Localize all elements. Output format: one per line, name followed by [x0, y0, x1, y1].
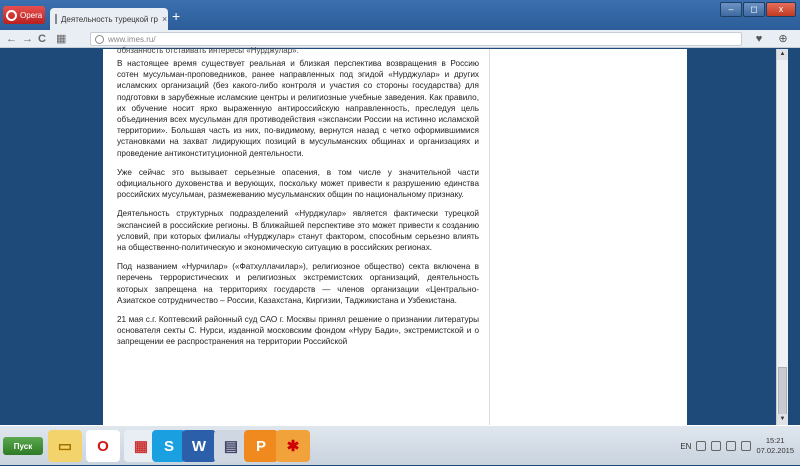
opera-menu-label: Opera — [20, 10, 43, 20]
clock-time: 15:21 — [765, 436, 785, 445]
clock-date: 07.02.2015 — [756, 446, 794, 455]
download-icon[interactable]: ⊕ — [778, 33, 788, 45]
notepad-icon[interactable]: ▤ — [214, 430, 248, 462]
new-tab-button[interactable]: + — [172, 8, 181, 24]
page-viewport — [0, 46, 800, 425]
article-body — [117, 58, 479, 356]
sidebar-column — [489, 49, 687, 425]
forward-icon[interactable]: → — [22, 33, 33, 45]
opera-menu-button[interactable] — [3, 6, 45, 24]
article-paragraph: В настоящее время существует реальная и близкая перспектива возвращения в Россию сотен мусульман-проповедников, ранее направленных под эгидой «Нурджулар» и других исламских организаций (без какого-либо контроля и участия со стороны государства) для подготовки в зарубежные исламские центры и религиозные учебные заведения. Как правило, их обучение носит ярко выраженную антироссийскую направленность, преследуя цель объединения всех мусульман для противодействия «экспансии России на истинно исламской территории». Большая часть из них, по-видимому, вернутся назад с четко оформившимися установками на захват лидирующих позиций в мусульманских общинах и организациях и проведение антиконституционной деятельности. — [117, 59, 479, 158]
language-indicator[interactable]: EN — [680, 441, 692, 451]
back-icon[interactable]: ← — [6, 33, 17, 45]
article-cut-line: обязанность отстаивать интересы «Нурджулар». — [117, 46, 299, 55]
bookmark-heart-icon[interactable]: ♥ — [755, 33, 763, 45]
article-paragraph: 21 мая с.г. Коптевский районный суд САО г. Москвы принял решение о признании литературы основателя секты С. Нурси, изданной московским фондом «Нуру Бади», экстремистской и о запрещении ее распространения на территории Российской — [117, 315, 479, 347]
maximize-button[interactable]: ◻ — [743, 2, 765, 17]
minimize-button[interactable]: – — [720, 2, 742, 17]
tab-title: Деятельность турецкой гр — [61, 14, 158, 24]
volume-icon[interactable] — [741, 441, 751, 451]
page-favicon-icon — [55, 14, 57, 24]
clock[interactable] — [756, 436, 794, 456]
network-icon[interactable] — [711, 441, 721, 451]
address-field[interactable] — [90, 32, 742, 46]
skype-icon[interactable]: S — [152, 430, 186, 462]
article-paragraph: Под названием «Нурчилар» («Фатхуллачилар»), религиозное общество) секта включена в перечень террористических и религиозных экстремистских организаций, деятельность которых запрещена на территориях государств — членов организации «Центрально-Азиатское сотрудничество – России, Казахстана, Киргизии, Таджикистана и Узбекистана. — [117, 262, 479, 305]
file-explorer-icon[interactable]: ▭ — [48, 430, 82, 462]
media-app-icon[interactable]: ▦ — [124, 430, 158, 462]
url-text: www.imes.ru/ — [108, 34, 156, 44]
article-paragraph: Деятельность структурных подразделений «Нурджулар» является фактически турецкой экспансией в российские регионы. В ближайшей перспективе это может привести к созданию условий, при которых филиалы «Нурджулар» станут фактором, способным серьезно влиять на общественно-политическую и экономическую ситуацию в российских регионах. — [117, 209, 479, 253]
word-icon[interactable]: W — [182, 430, 216, 462]
browser-tab[interactable] — [50, 8, 168, 30]
window-controls — [720, 2, 796, 17]
site-info-icon[interactable] — [95, 35, 104, 44]
scroll-up-icon[interactable]: ▲ — [777, 49, 788, 60]
close-window-button[interactable]: x — [766, 2, 796, 17]
speed-dial-icon[interactable]: ▦ — [56, 33, 67, 45]
reload-icon[interactable]: C — [38, 33, 46, 45]
security-icon[interactable] — [726, 441, 736, 451]
start-button[interactable]: Пуск — [3, 437, 43, 455]
presentation-icon[interactable]: P — [244, 430, 278, 462]
paint-app-icon[interactable]: ✱ — [276, 430, 310, 462]
tab-close-icon[interactable]: × — [161, 14, 168, 24]
tray-arrow-icon[interactable] — [696, 441, 706, 451]
article-paragraph: Уже сейчас это вызывает серьезные опасения, в том числе у значительной части официального духовенства и верующих, поскольку может привести к разрушению единства российских мусульман, размежеванию мусульманских общин по национальному признаку. — [117, 167, 479, 200]
system-tray — [680, 426, 800, 466]
opera-logo-icon — [6, 10, 17, 21]
article-column — [103, 46, 489, 425]
browser-titlebar — [0, 0, 800, 30]
windows-taskbar — [0, 425, 800, 465]
scroll-thumb[interactable] — [778, 367, 787, 415]
opera-taskbar-icon[interactable]: O — [86, 430, 120, 462]
scroll-down-icon[interactable]: ▼ — [777, 414, 788, 425]
page-scrollbar[interactable] — [776, 49, 788, 425]
